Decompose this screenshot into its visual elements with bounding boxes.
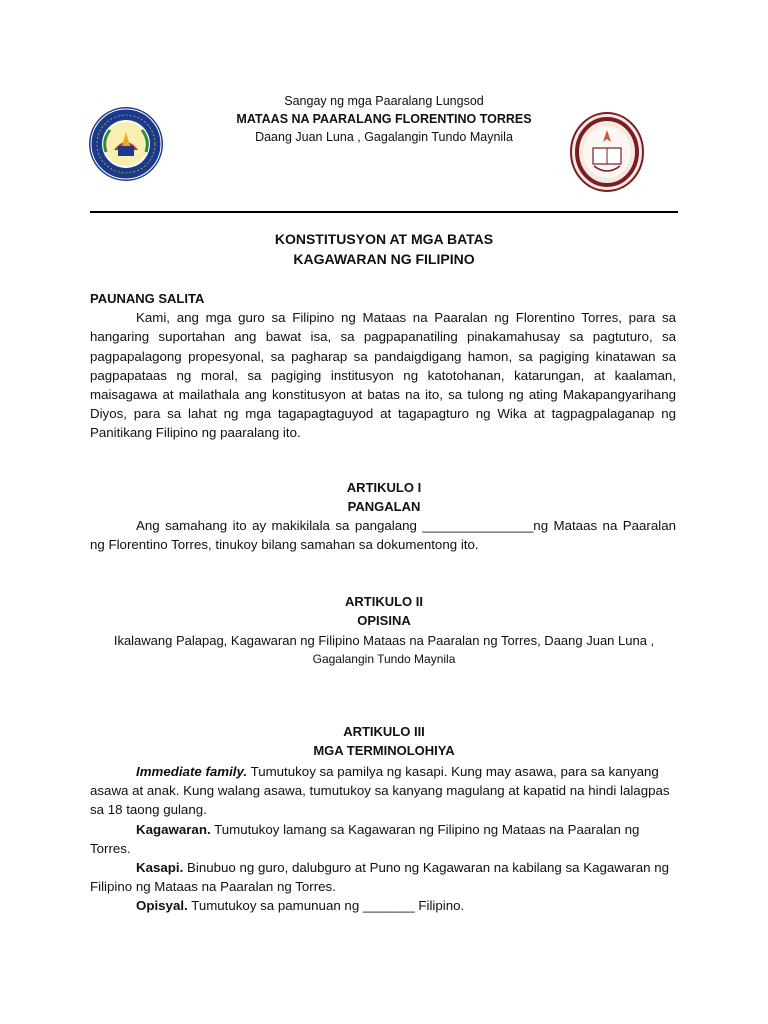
term-kagawaran bbox=[90, 820, 676, 858]
header-divider bbox=[90, 211, 678, 213]
term-label: Kagawaran. bbox=[136, 821, 211, 837]
letterhead bbox=[160, 92, 608, 146]
article-3-number: ARTIKULO III bbox=[343, 724, 425, 739]
article-3-name: MGA TERMINOLOHIYA bbox=[313, 743, 455, 758]
title-line-1: KONSTITUSYON AT MGA BATAS bbox=[274, 231, 494, 247]
term-definition: Tumutukoy sa pamunuan ng _______ Filipino. bbox=[187, 898, 465, 914]
article-2-number: ARTIKULO II bbox=[345, 594, 423, 609]
article-1-name: PANGALAN bbox=[347, 499, 421, 514]
term-definition: Tumutukoy lamang sa Kagawaran ng Filipino ng Mataas na Paaralan ng Torres. bbox=[90, 821, 640, 856]
term-immediate-family bbox=[90, 762, 676, 820]
article-1-text: Ang samahang ito ay makikilala sa pangalang _______________ng Mataas na Paaralan ng Florentino Torres, tinukoy bilang samahan sa dokumentong ito. bbox=[90, 518, 676, 553]
document-title bbox=[90, 229, 678, 269]
letterhead-school-name: MATAAS NA PAARALANG FLORENTINO TORRES bbox=[236, 112, 532, 126]
article-1-number: ARTIKULO I bbox=[346, 480, 422, 495]
article-3-heading bbox=[90, 722, 678, 760]
term-label: Opisyal. bbox=[136, 898, 188, 914]
preface-heading: PAUNANG SALITA bbox=[90, 291, 205, 306]
article-1-heading bbox=[90, 478, 678, 516]
article-2-line-1: Ikalawang Palapag, Kagawaran ng Filipino Mataas na Paaralan ng Torres, Daang Juan Luna , bbox=[113, 633, 655, 648]
article-2-heading bbox=[90, 592, 678, 630]
article-2-line-2: Gagalangin Tundo Maynila bbox=[312, 652, 456, 666]
term-kasapi bbox=[90, 858, 676, 896]
article-2-name: OPISINA bbox=[357, 613, 411, 628]
article-1-body bbox=[90, 516, 676, 554]
article-2-body bbox=[90, 631, 678, 669]
term-label: Immediate family. bbox=[136, 764, 248, 779]
preface-text: Kami, ang mga guro sa Filipino ng Mataas na Paaralan ng Florentino Torres, para sa hangaring suportahan ang bawat isa, sa pagpapanatiling pinakamahusay sa pagtuturo, sa pagpapalagong propesyonal, sa pagharap sa pandaigdigang hamon, sa pagiging kinatawan sa pagpapataas ng moral, sa pagiging institusyon ng katotohanan, katarungan, at kaalaman, maisagawa at mailathala ang konstitusyon at batas na ito, sa tulong ng ating Makapangyarihang Diyos, para sa lahat ng mga tagapagtaguyod at tagapagturo ng Wika at tagpagpalaganap ng Panitikang Filipino ng paaralang ito. bbox=[90, 310, 676, 441]
term-opisyal bbox=[90, 896, 676, 915]
title-line-2: KAGAWARAN NG FILIPINO bbox=[293, 251, 475, 267]
preface-section bbox=[90, 289, 676, 443]
division-seal-icon bbox=[88, 106, 164, 182]
term-definition: Binubuo ng guro, dalubguro at Puno ng Kagawaran na kabilang sa Kagawaran ng Filipino ng Mataas na Paaralan ng Torres. bbox=[90, 860, 670, 895]
term-label: Kasapi. bbox=[136, 860, 184, 876]
letterhead-address: Daang Juan Luna , Gagalangin Tundo Maynila bbox=[255, 130, 513, 144]
letterhead-division: Sangay ng mga Paaralang Lungsod bbox=[284, 94, 484, 108]
term-definition: Tumutukoy sa pamilya ng kasapi. Kung may asawa, para sa kanyang asawa at anak. Kung walang asawa, tumutukoy sa kanyang magulang at kapatid na hindi lalagpas sa 18 taong gulang. bbox=[90, 764, 670, 818]
article-3-body bbox=[90, 762, 676, 916]
